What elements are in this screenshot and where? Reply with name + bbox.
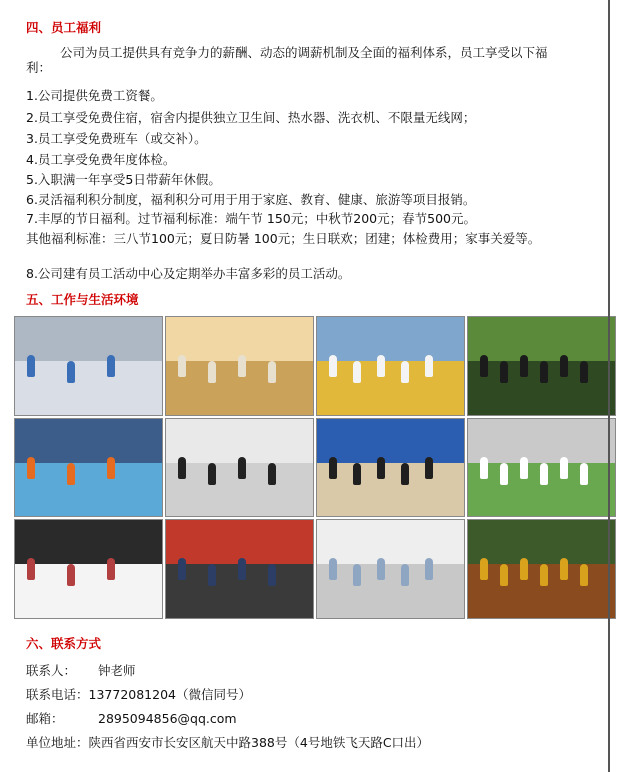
photo-background — [317, 317, 464, 361]
address-value: 陕西省西安市长安区航天中路388号（4号地铁飞天路C口出） — [88, 735, 430, 750]
person-figure — [520, 355, 528, 377]
person-figure — [425, 457, 433, 479]
person-figure — [208, 564, 216, 586]
person-figure — [560, 558, 568, 580]
photo-foreground — [317, 361, 464, 415]
photo-background — [15, 419, 162, 463]
person-figure — [27, 558, 35, 580]
photo-background — [468, 520, 615, 564]
person-figure — [238, 558, 246, 580]
person-figure — [107, 355, 115, 377]
person-figure — [27, 457, 35, 479]
person-figure — [580, 463, 588, 485]
photo-foreground — [15, 564, 162, 618]
factory-worker-photo — [316, 316, 465, 416]
photo-background — [166, 419, 313, 463]
cleanroom-workers-photo — [14, 316, 163, 416]
person-figure — [67, 463, 75, 485]
person-figure — [208, 361, 216, 383]
page-border — [608, 0, 618, 772]
annual-meeting-photo — [165, 519, 314, 619]
person-figure — [329, 355, 337, 377]
email-value[interactable]: 2895094856@qq.com — [98, 711, 237, 726]
photo-background — [15, 317, 162, 361]
photo-foreground — [317, 463, 464, 517]
person-figure — [580, 564, 588, 586]
section-heading-contact: 六、联系方式 — [26, 636, 102, 651]
photo-foreground — [317, 564, 464, 618]
person-figure — [107, 457, 115, 479]
person-figure — [353, 463, 361, 485]
person-figure — [67, 361, 75, 383]
email-row — [26, 711, 237, 726]
benefit-item-6: 6.灵活福利积分制度，福利积分可用于用于家庭、教育、健康、旅游等项目报销。 — [26, 192, 476, 207]
photo-background — [317, 419, 464, 463]
team-group-photo — [165, 418, 314, 518]
person-figure — [580, 361, 588, 383]
person-figure — [480, 457, 488, 479]
person-figure — [268, 361, 276, 383]
contact-person-label: 联系人： — [26, 663, 77, 678]
person-figure — [178, 355, 186, 377]
person-figure — [377, 457, 385, 479]
benefit-item-4: 4.员工享受免费年度体检。 — [26, 152, 176, 167]
person-figure — [540, 564, 548, 586]
photo-background — [317, 520, 464, 564]
dormitory-photo — [316, 519, 465, 619]
person-figure — [540, 463, 548, 485]
person-figure — [500, 463, 508, 485]
benefit-item-8: 8.公司建有员工活动中心及定期举办丰富多彩的员工活动。 — [26, 266, 351, 281]
production-line-photo — [165, 316, 314, 416]
person-figure — [353, 361, 361, 383]
benefit-item-5: 5.入职满一年享受5日带薪年休假。 — [26, 172, 221, 187]
person-figure — [500, 361, 508, 383]
chess-game-photo — [316, 418, 465, 518]
phone-row — [26, 687, 251, 702]
benefits-intro: 公司为员工提供具有竞争力的薪酬、动态的调薪机制及全面的福利体系，员工享受以下福利： — [26, 45, 548, 75]
person-figure — [425, 558, 433, 580]
benefit-item-1: 1.公司提供免费工资餐。 — [26, 88, 163, 103]
cinema-outing-photo — [14, 519, 163, 619]
person-figure — [520, 457, 528, 479]
section-heading-benefits: 四、员工福利 — [26, 20, 102, 35]
team-building-photo — [14, 418, 163, 518]
person-figure — [540, 361, 548, 383]
person-figure — [480, 558, 488, 580]
photo-background — [468, 419, 615, 463]
address-row — [26, 735, 429, 750]
person-figure — [208, 463, 216, 485]
person-figure — [27, 355, 35, 377]
photo-gallery — [14, 316, 616, 619]
person-figure — [329, 558, 337, 580]
photo-background — [15, 520, 162, 564]
person-figure — [238, 457, 246, 479]
person-figure — [268, 564, 276, 586]
canteen-food-photo — [467, 519, 616, 619]
person-figure — [353, 564, 361, 586]
person-figure — [67, 564, 75, 586]
person-figure — [520, 558, 528, 580]
person-figure — [377, 558, 385, 580]
team-outdoor-photo — [467, 316, 616, 416]
section-heading-environment: 五、工作与生活环境 — [26, 292, 139, 307]
dance-performance-photo — [467, 418, 616, 518]
person-figure — [238, 355, 246, 377]
person-figure — [178, 558, 186, 580]
person-figure — [107, 558, 115, 580]
photo-background — [468, 317, 615, 361]
photo-foreground — [15, 463, 162, 517]
person-figure — [329, 457, 337, 479]
benefit-other-standards: 其他福利标准：三八节100元；夏日防暑 100元；生日联欢；团建；体检费用；家事关爱等。 — [26, 231, 541, 246]
benefit-item-7: 7.丰厚的节日福利。过节福利标准：端午节 150元；中秋节200元；春节500元。 — [26, 211, 476, 226]
benefit-item-2: 2.员工享受免费住宿，宿舍内提供独立卫生间、热水器、洗衣机、不限量无线网； — [26, 110, 476, 125]
photo-foreground — [15, 361, 162, 415]
person-figure — [268, 463, 276, 485]
email-label: 邮箱： — [26, 711, 64, 726]
person-figure — [560, 355, 568, 377]
phone-value: 13772081204（微信同号） — [88, 687, 251, 702]
contact-person-value: 钟老师 — [98, 663, 136, 678]
person-figure — [560, 457, 568, 479]
address-label: 单位地址： — [26, 735, 89, 750]
person-figure — [178, 457, 186, 479]
person-figure — [401, 361, 409, 383]
phone-label: 联系电话： — [26, 687, 89, 702]
person-figure — [500, 564, 508, 586]
contact-person-row — [26, 663, 136, 678]
person-figure — [480, 355, 488, 377]
person-figure — [425, 355, 433, 377]
benefit-item-3: 3.员工享受免费班车（或交补）。 — [26, 131, 207, 146]
person-figure — [377, 355, 385, 377]
person-figure — [401, 463, 409, 485]
person-figure — [401, 564, 409, 586]
